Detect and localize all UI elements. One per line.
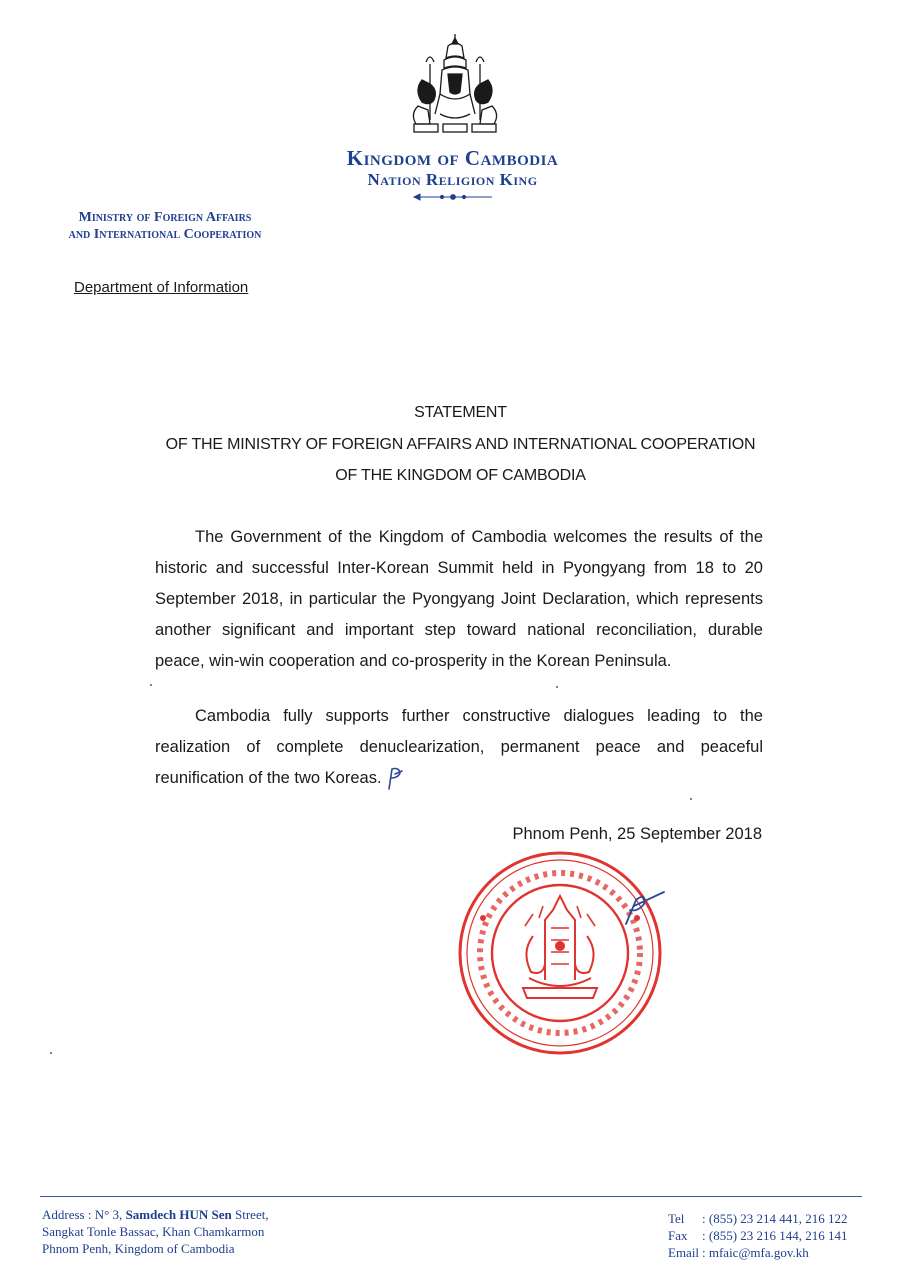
kingdom-motto: Nation Religion King — [367, 170, 538, 189]
footer-address-line-2: Sangkat Tonle Bassac, Khan Chamkarmon — [42, 1224, 265, 1239]
scan-speck — [150, 684, 152, 686]
statement-subheading-ministry: OF THE MINISTRY OF FOREIGN AFFAIRS AND INTERNATIONAL COOPERATION — [165, 436, 756, 453]
ministry-official-seal-stamp — [455, 848, 665, 1058]
kingdom-title: Kingdom of Cambodia — [346, 146, 559, 170]
address-suffix: Street, — [231, 1207, 269, 1222]
department-label: Department of Information — [74, 279, 249, 296]
footer-address-line-3: Phnom Penh, Kingdom of Cambodia — [42, 1241, 235, 1256]
footer-tel-row — [668, 1210, 848, 1227]
email-label: Email — [668, 1245, 700, 1260]
scan-speck — [690, 798, 692, 800]
statement-paragraph-2: Cambodia fully supports further constructive dialogues leading to the realization of complete denuclearization, permanent peace and peaceful reunification of the two Koreas. — [155, 707, 763, 787]
footer-fax-row — [668, 1227, 848, 1244]
footer-address-line-1 — [42, 1206, 269, 1223]
address-name: Samdech HUN Sen — [125, 1207, 232, 1222]
footer-email-row — [668, 1244, 848, 1261]
fax-label: Fax — [668, 1228, 688, 1243]
tel-value: : (855) 23 214 441, 216 122 — [702, 1211, 848, 1226]
tel-label: Tel — [668, 1211, 685, 1226]
ministry-name-line-1: Ministry of Foreign Affairs — [78, 210, 252, 225]
handwritten-initials-icon — [383, 765, 405, 791]
royal-coat-of-arms-emblem — [400, 34, 510, 138]
statement-paragraph-1: The Government of the Kingdom of Cambodia welcomes the results of the historic and successful Inter-Korean Summit held in Pyongyang from 18 to 20 September 2018, in particular the Pyongyang Joint Declaration, which represents another significant and important step toward national reconciliation, durable peace, win-win cooperation and co-prosperity in the Korean Peninsula. — [155, 528, 763, 670]
handwritten-signature-icon — [620, 888, 670, 926]
statement-subheading-kingdom: OF THE KINGDOM OF CAMBODIA — [335, 467, 586, 484]
scan-speck — [556, 686, 558, 688]
address-prefix: Address : N° 3, — [42, 1207, 126, 1222]
ornament-divider-icon — [412, 192, 494, 202]
email-value[interactable]: : mfaic@mfa.gov.kh — [702, 1245, 809, 1260]
footer-contact-block — [668, 1210, 848, 1261]
footer-divider — [40, 1196, 862, 1197]
ministry-name-line-2: and International Cooperation — [68, 227, 262, 242]
place-and-date: Phnom Penh, 25 September 2018 — [512, 825, 762, 843]
statement-heading: STATEMENT — [414, 404, 507, 421]
fax-value: : (855) 23 216 144, 216 141 — [702, 1228, 848, 1243]
scan-speck — [50, 1052, 52, 1054]
